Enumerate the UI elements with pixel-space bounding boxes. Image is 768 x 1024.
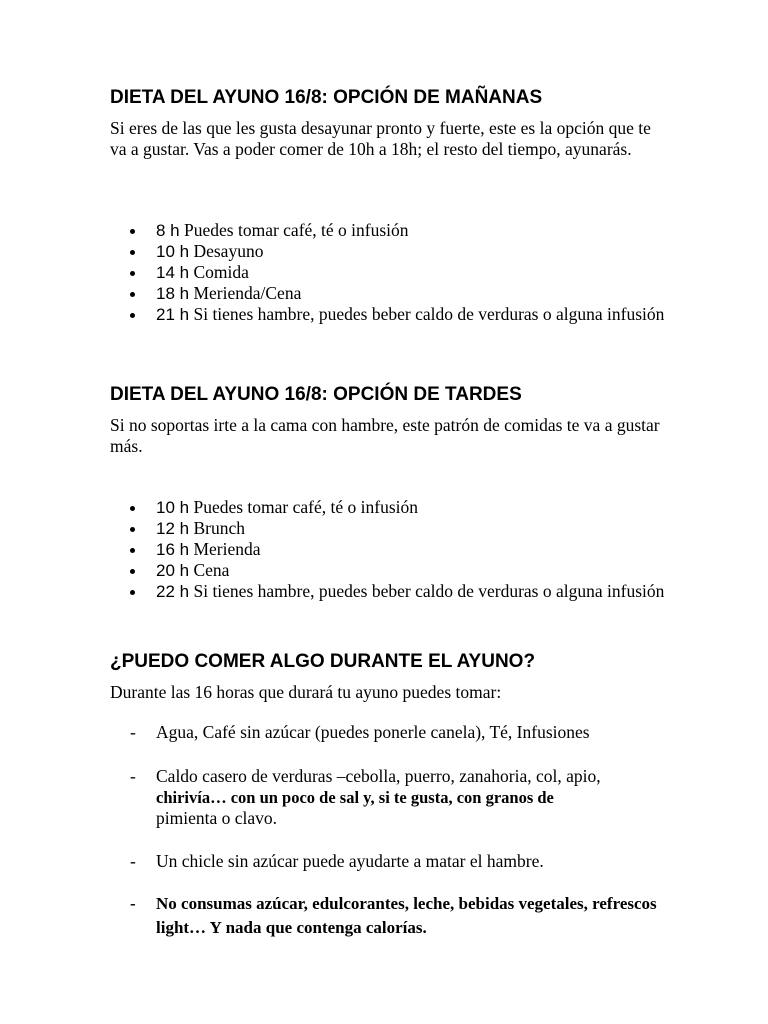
bullet-icon	[130, 527, 135, 532]
list-item	[110, 497, 670, 518]
item-text: Brunch	[193, 518, 245, 538]
list-item	[110, 560, 670, 581]
section-title-mananas: DIETA DEL AYUNO 16/8: OPCIÓN DE MAÑANAS	[110, 87, 543, 108]
item-text: Un chicle sin azúcar puede ayudarte a matar el hambre.	[156, 851, 544, 871]
time-label: 20 h	[156, 561, 190, 580]
item-text: Si tienes hambre, puedes beber caldo de verduras o alguna infusión	[193, 581, 665, 601]
dash-marker: -	[130, 722, 136, 742]
item-text: Agua, Café sin azúcar (puedes ponerle canela), Té, Infusiones	[156, 722, 590, 742]
item-text: Puedes tomar café, té o infusión	[193, 497, 418, 517]
time-label: 16 h	[156, 540, 190, 559]
broth-line-3: pimienta o clavo.	[156, 808, 278, 828]
bullet-icon	[130, 506, 135, 511]
bullet-icon	[130, 548, 135, 553]
time-label: 21 h	[156, 305, 190, 324]
list-item	[110, 220, 670, 241]
intro-tardes: Si no soportas irte a la cama con hambre, este patrón de comidas te va a gustar más.	[110, 415, 660, 456]
bullet-icon	[130, 229, 135, 234]
bullet-icon	[130, 271, 135, 276]
item-text: Merienda	[193, 539, 261, 559]
intro-ayuno: Durante las 16 horas que durará tu ayuno puedes tomar:	[110, 682, 502, 702]
item-text: Comida	[193, 262, 249, 282]
time-label: 12 h	[156, 519, 190, 538]
list-item	[110, 304, 670, 325]
item-text: Merienda/Cena	[193, 283, 302, 303]
time-label: 14 h	[156, 263, 190, 282]
broth-line-1: Caldo casero de verduras –cebolla, puerro, zanahoria, col, apio,	[156, 766, 601, 786]
intro-mananas: Si eres de las que les gusta desayunar pronto y fuerte, este es la opción que te va a gustar. Vas a poder comer de 10h a 18h; el resto del tiempo, ayunarás.	[110, 118, 651, 159]
warning-text: No consumas azúcar, edulcorantes, leche, bebidas vegetales, refrescos light… Y nada que contenga calorías.	[156, 894, 657, 937]
section-title-ayuno: ¿PUEDO COMER ALGO DURANTE EL AYUNO?	[110, 651, 536, 672]
bullet-icon	[130, 292, 135, 297]
time-label: 10 h	[156, 498, 190, 517]
time-label: 18 h	[156, 284, 190, 303]
item-text: Si tienes hambre, puedes beber caldo de verduras o alguna infusión	[193, 304, 665, 324]
time-label: 10 h	[156, 242, 190, 261]
allowed-item-drinks	[110, 722, 670, 743]
list-item	[110, 539, 670, 560]
time-label: 8 h	[156, 221, 180, 240]
list-item	[110, 262, 670, 283]
dash-marker: -	[130, 851, 136, 871]
bullet-icon	[130, 313, 135, 318]
bullet-icon	[130, 590, 135, 595]
list-item	[110, 283, 670, 304]
schedule-list-tardes	[110, 497, 670, 602]
list-item	[110, 241, 670, 262]
item-text: Cena	[193, 560, 230, 580]
time-label: 22 h	[156, 582, 190, 601]
dash-marker: -	[130, 766, 136, 786]
section-title-tardes: DIETA DEL AYUNO 16/8: OPCIÓN DE TARDES	[110, 384, 522, 405]
bullet-icon	[130, 569, 135, 574]
schedule-list-mananas	[110, 220, 670, 325]
bullet-icon	[130, 250, 135, 255]
list-item	[110, 518, 670, 539]
list-item	[110, 581, 670, 602]
allowed-item-broth	[110, 766, 670, 829]
allowed-item-gum	[110, 851, 670, 872]
warning-item	[110, 892, 670, 940]
broth-line-2: chirivía… con un poco de sal y, si te gusta, con granos de	[156, 788, 554, 807]
item-text: Desayuno	[193, 241, 264, 261]
item-text: Puedes tomar café, té o infusión	[184, 220, 409, 240]
dash-marker: -	[130, 894, 136, 913]
